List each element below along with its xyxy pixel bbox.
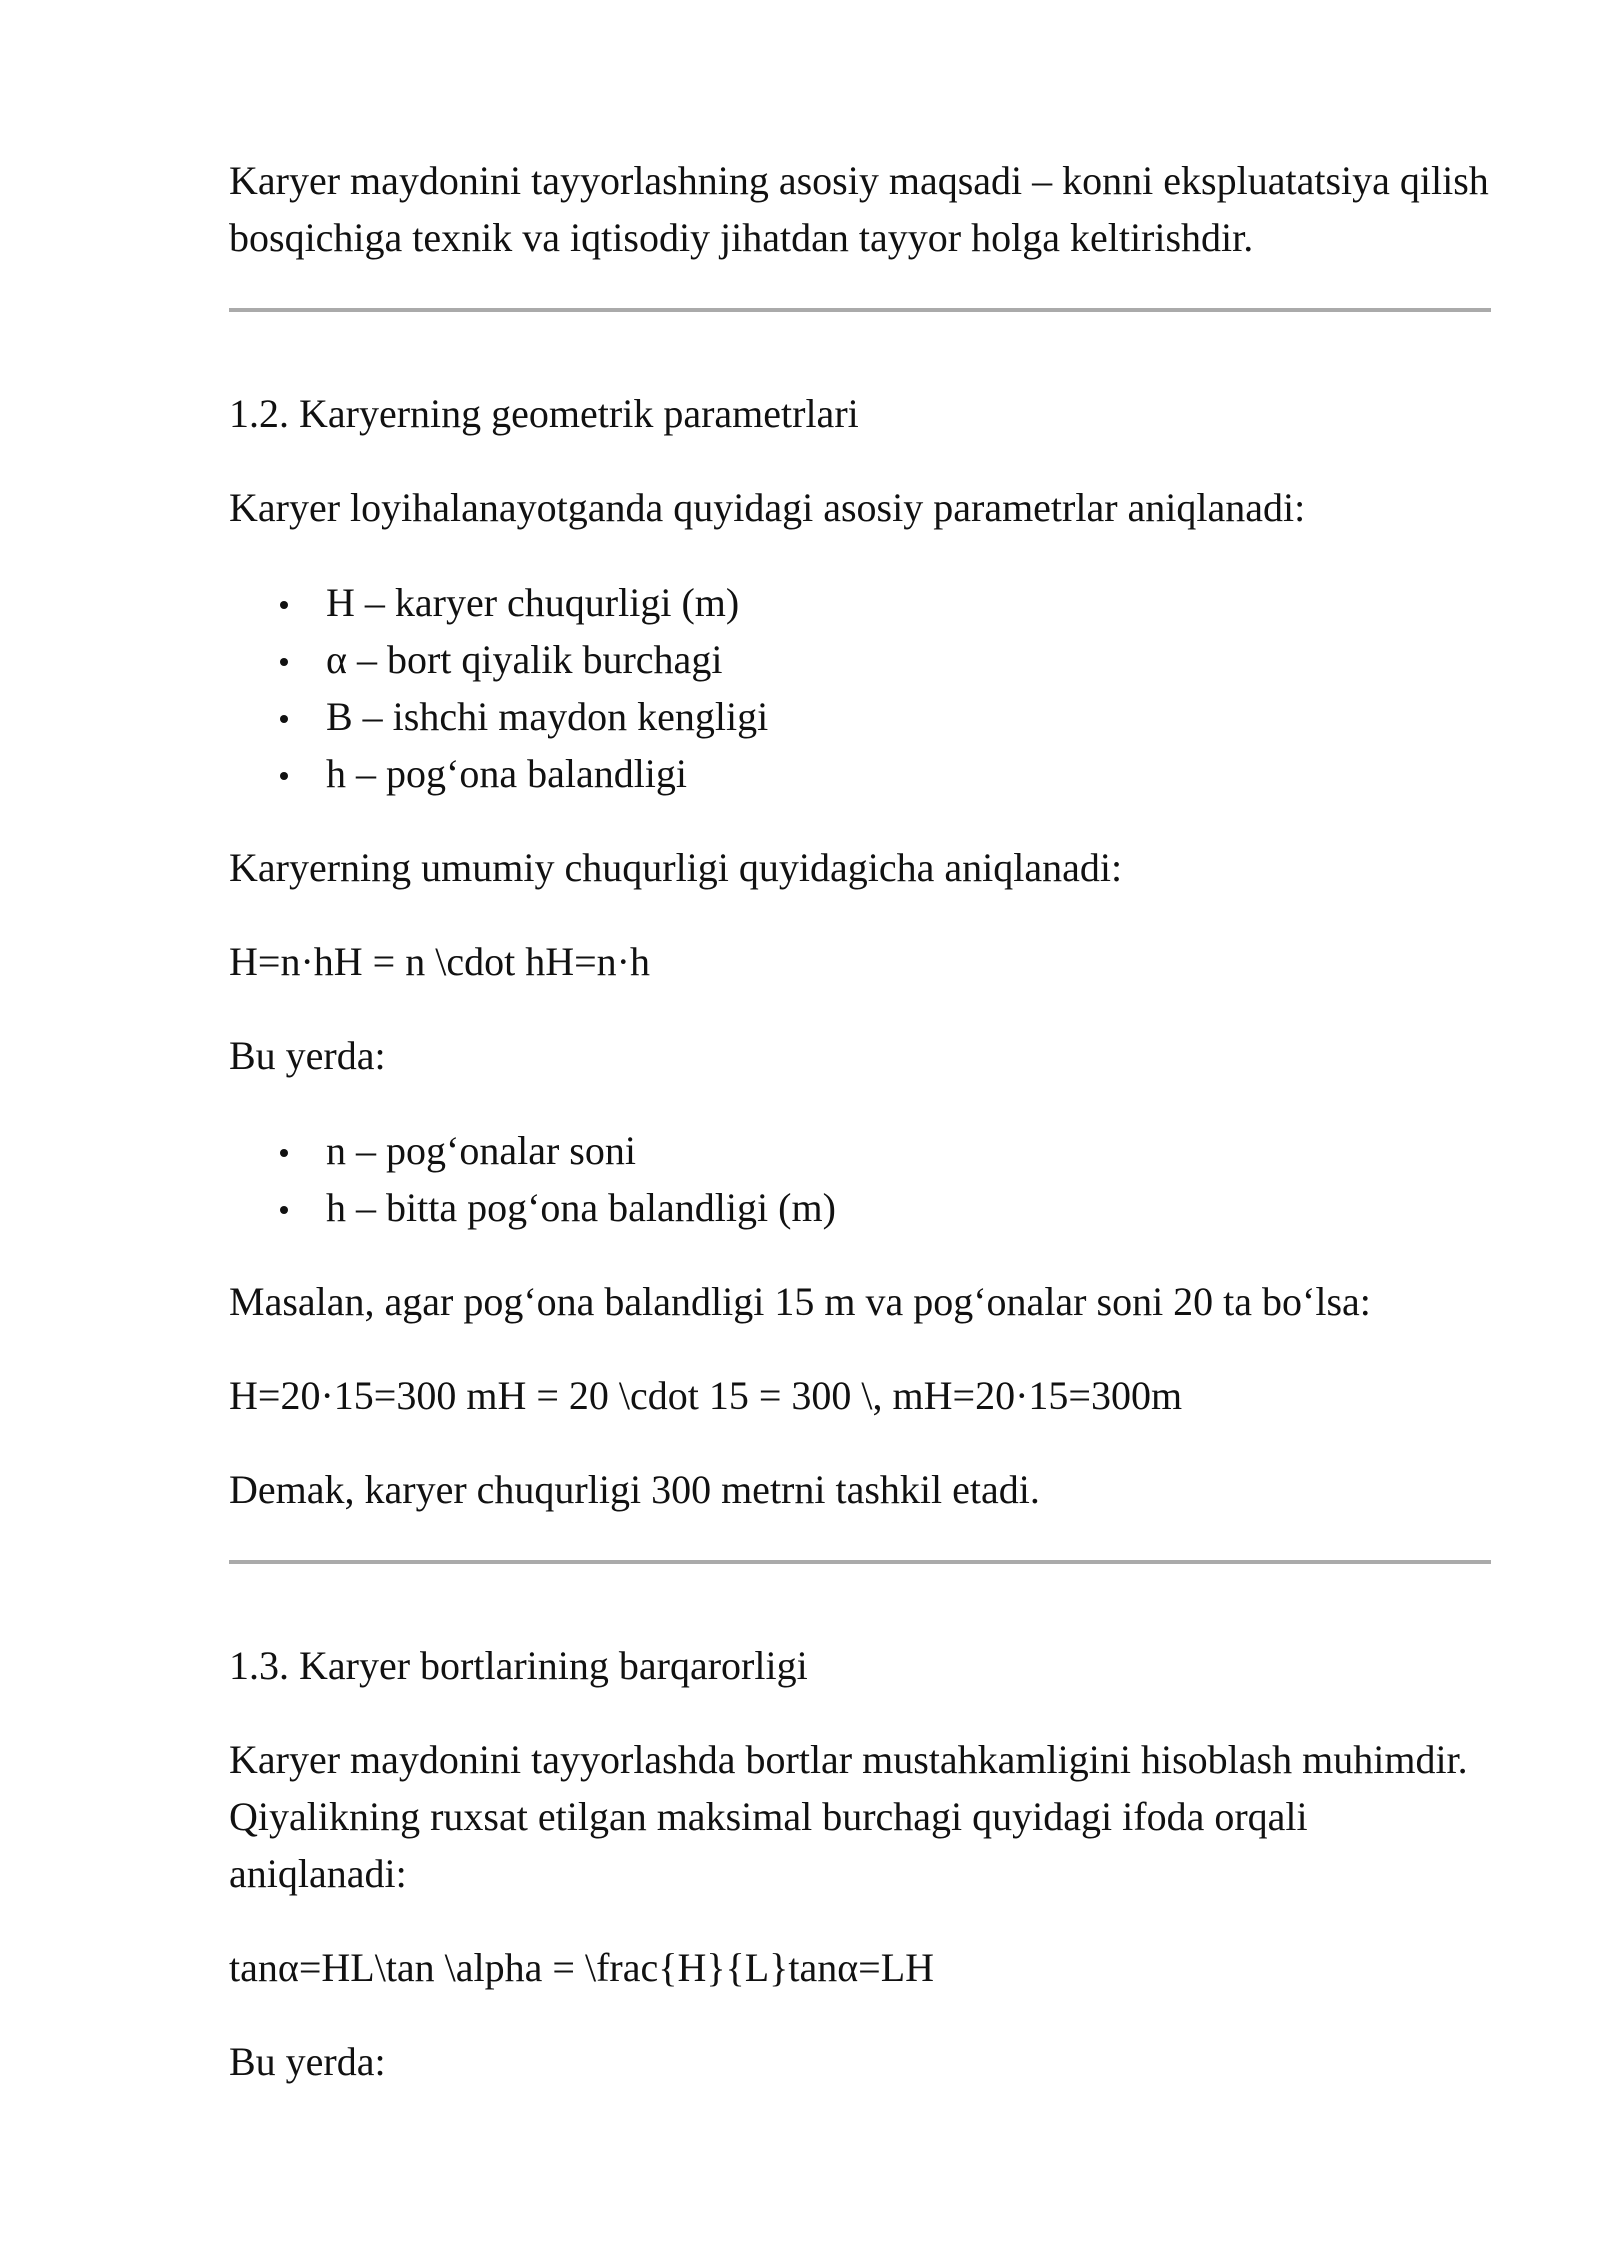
document-page [229,152,1491,2090]
conclusion-text: Demak, karyer chuqurligi 300 metrni tashkil etadi. [229,1467,1040,1512]
where-label: Bu yerda: [229,2039,386,2084]
list-item: α – bort qiyalik burchagi [229,631,1491,688]
depth-text: Karyerning umumiy chuqurligi quyidagicha aniqlanadi: [229,845,1123,890]
section-divider [229,308,1491,312]
example-text: Masalan, agar pog‘ona balandligi 15 m va pog‘onalar soni 20 ta bo‘lsa: [229,1279,1371,1324]
list-item: H – karyer chuqurligi (m) [229,574,1491,631]
where-label: Bu yerda: [229,1033,386,1078]
section-divider [229,1560,1491,1564]
list-item: h – bitta pog‘ona balandligi (m) [229,1179,1491,1236]
list-item: B – ishchi maydon kengligi [229,688,1491,745]
list-item: n – pog‘onalar soni [229,1122,1491,1179]
intro-paragraph: Karyer maydonini tayyorlashning asosiy maqsadi – konni ekspluatatsiya qilish bosqichiga texnik va iqtisodiy jihatdan tayyor holga keltirishdir. [229,158,1489,260]
section-heading-1-2: 1.2. Karyerning geometrik parametrlari [229,391,859,436]
formula-depth: H=n·hH = n \cdot hH=n·h [229,939,650,984]
params-lead: Karyer loyihalanayotganda quyidagi asosiy parametrlar aniqlanadi: [229,485,1306,530]
formula-example: H=20·15=300 mH = 20 \cdot 15 = 300 \, mH=20·15=300m [229,1373,1183,1418]
formula-slope: tanα=HL\tan \alpha = \frac{H}{L}tanα=LH [229,1945,935,1990]
list-item: h – pog‘ona balandligi [229,745,1491,802]
stability-lead: Karyer maydonini tayyorlashda bortlar mustahkamligini hisoblash muhimdir. Qiyalikning ruxsat etilgan maksimal burchagi quyidagi ifoda orqali aniqlanadi: [229,1737,1468,1896]
where-list [229,1122,1491,1236]
section-heading-1-3: 1.3. Karyer bortlarining barqarorligi [229,1643,808,1688]
params-list [229,574,1491,802]
